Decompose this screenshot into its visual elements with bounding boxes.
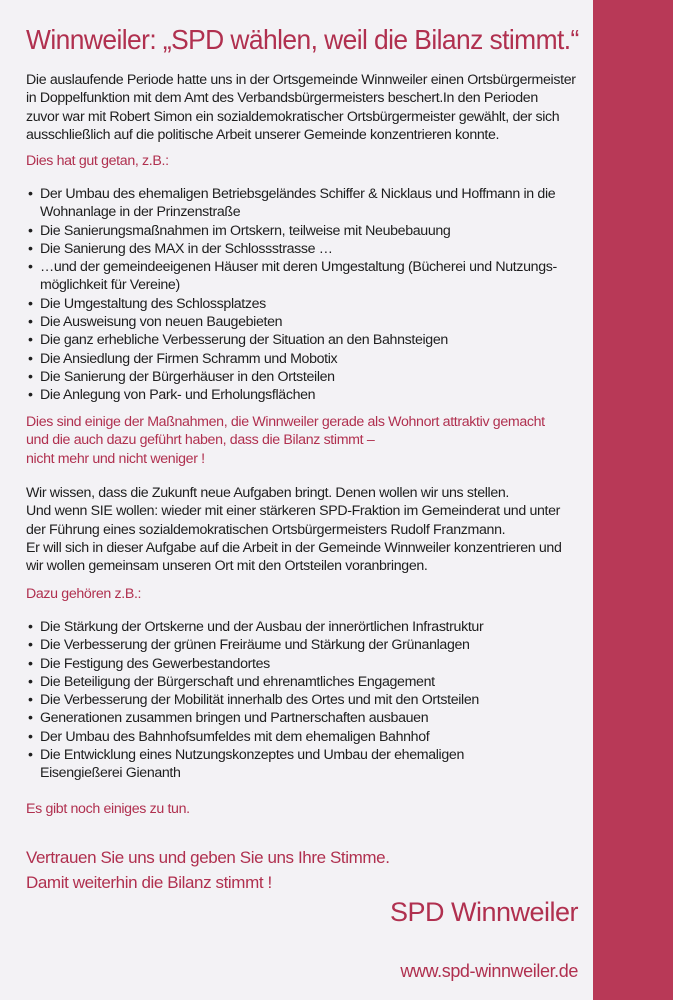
list-item: • …und der gemeindeeigenen Häuser mit deren Umgestaltung (Bücherei und Nutzungs- möglichkeit für Vereine) [28, 259, 557, 294]
page-title: Winnweiler: „SPD wählen, weil die Bilanz stimmt.“ [26, 24, 579, 55]
summary-line: Dies sind einige der Maßnahmen, die Winnweiler gerade als Wohnort attraktiv gemacht [26, 414, 545, 430]
bullet-icon: • [28, 655, 33, 672]
list-item: • Die Verbesserung der Mobilität innerhalb des Ortes und mit den Ortsteilen [28, 692, 479, 709]
list-item: • Der Umbau des Bahnhofsumfeldes mit dem ehemaligen Bahnhof [28, 728, 430, 745]
bullet-icon: • [28, 673, 33, 690]
list-item: • Der Umbau des ehemaligen Betriebsgeländes Schiffer & Nicklaus und Hoffmann in die Wohnanlage in der Prinzenstraße [28, 186, 556, 221]
list-item: • Die Festigung des Gewerbestandortes [28, 655, 270, 672]
achievements-list [26, 185, 557, 405]
bullet-icon: • [28, 332, 33, 349]
summary-line: nicht mehr und nicht weniger ! [26, 450, 205, 467]
goals-heading: Dazu gehören z.B.: [26, 586, 142, 602]
todo-note: Es gibt noch einiges zu tun. [26, 801, 190, 817]
intro-paragraph [26, 71, 576, 144]
list-item: • Die Verbesserung der grünen Freiräume und Stärkung der Grünanlagen [28, 637, 470, 654]
future-line: Er will sich in dieser Aufgabe auf die Arbeit in der Gemeinde Winnweiler konzentrieren und [26, 539, 562, 556]
bullet-icon: • [28, 710, 33, 727]
future-line: Wir wissen, dass die Zukunft neue Aufgaben bringt. Denen wollen wir uns stellen. [26, 485, 510, 501]
bullet-icon: • [28, 259, 33, 276]
decorative-sidebar-bar [593, 0, 673, 1000]
closing-line: Vertrauen Sie uns und geben Sie uns Ihre Stimme. [26, 848, 390, 867]
list-item: • Generationen zusammen bringen und Partnerschaften ausbauen [28, 710, 429, 727]
future-line: der Führung eines sozialdemokratischen Ortsbürgermeisters Rudolf Franzmann. [26, 521, 506, 538]
bullet-icon: • [28, 692, 33, 709]
bullet-icon: • [28, 295, 33, 312]
bullet-icon: • [28, 637, 33, 654]
list-item: • Die Ansiedlung der Firmen Schramm und Mobotix [28, 350, 338, 367]
bullet-icon: • [28, 728, 33, 745]
goals-list [26, 618, 483, 783]
future-line: wir wollen gemeinsam unseren Ort mit den Ortsteilen voranbringen. [26, 558, 428, 575]
intro-line: in Doppelfunktion mit dem Amt des Verbandsbürgermeisters beschert.In den Perioden [26, 90, 538, 107]
website-link[interactable]: www.spd-winnweiler.de [400, 961, 578, 981]
bullet-icon: • [28, 314, 33, 331]
bullet-icon: • [28, 619, 33, 635]
bullet-icon: • [28, 368, 33, 385]
list-item: • Die Sanierung des MAX in der Schlossstrasse … [28, 240, 333, 257]
list-item: • Die Ausweisung von neuen Baugebieten [28, 314, 283, 331]
future-line: Und wenn SIE wollen: wieder mit einer stärkeren SPD-Fraktion im Gemeinderat und unter [26, 503, 561, 520]
intro-line: zuvor war mit Robert Simon ein sozialdemokratischer Ortsbürgermeister gewählt, der sich [26, 108, 560, 125]
signature: SPD Winnweiler [389, 897, 578, 927]
future-paragraph [26, 484, 562, 575]
summary-paragraph [26, 413, 545, 468]
closing-statement [26, 845, 390, 895]
list-item: • Die Anlegung von Park- und Erholungsflächen [28, 387, 316, 404]
list-item: • Die ganz erhebliche Verbesserung der Situation an den Bahnsteigen [28, 332, 448, 349]
achievements-heading: Dies hat gut getan, z.B.: [26, 153, 169, 169]
bullet-icon: • [28, 240, 33, 257]
intro-line: ausschließlich auf die politische Arbeit unserer Gemeinde konzentrieren konnte. [26, 126, 500, 143]
closing-line: Damit weiterhin die Bilanz stimmt ! [26, 873, 272, 892]
list-item: • Die Stärkung der Ortskerne und der Ausbau der innerörtlichen Infrastruktur [28, 619, 484, 635]
list-item: • Die Umgestaltung des Schlossplatzes [28, 295, 266, 312]
intro-line: Die auslaufende Periode hatte uns in der Ortsgemeinde Winnweiler einen Ortsbürgermeister [26, 72, 576, 88]
list-item: • Die Beteiligung der Bürgerschaft und ehrenamtliches Engagement [28, 673, 435, 690]
bullet-icon: • [28, 222, 33, 239]
list-item: • Die Entwicklung eines Nutzungskonzeptes und Umbau der ehemaligen Eisengießerei Gienanth [28, 747, 464, 782]
bullet-icon: • [28, 747, 33, 764]
bullet-icon: • [28, 350, 33, 367]
bullet-icon: • [28, 186, 33, 202]
list-item: • Die Sanierungsmaßnahmen im Ortskern, teilweise mit Neubebauung [28, 222, 451, 239]
list-item: • Die Sanierung der Bürgerhäuser in den Ortsteilen [28, 368, 335, 385]
summary-line: und die auch dazu geführt haben, dass die Bilanz stimmt – [26, 432, 375, 449]
bullet-icon: • [28, 387, 33, 404]
